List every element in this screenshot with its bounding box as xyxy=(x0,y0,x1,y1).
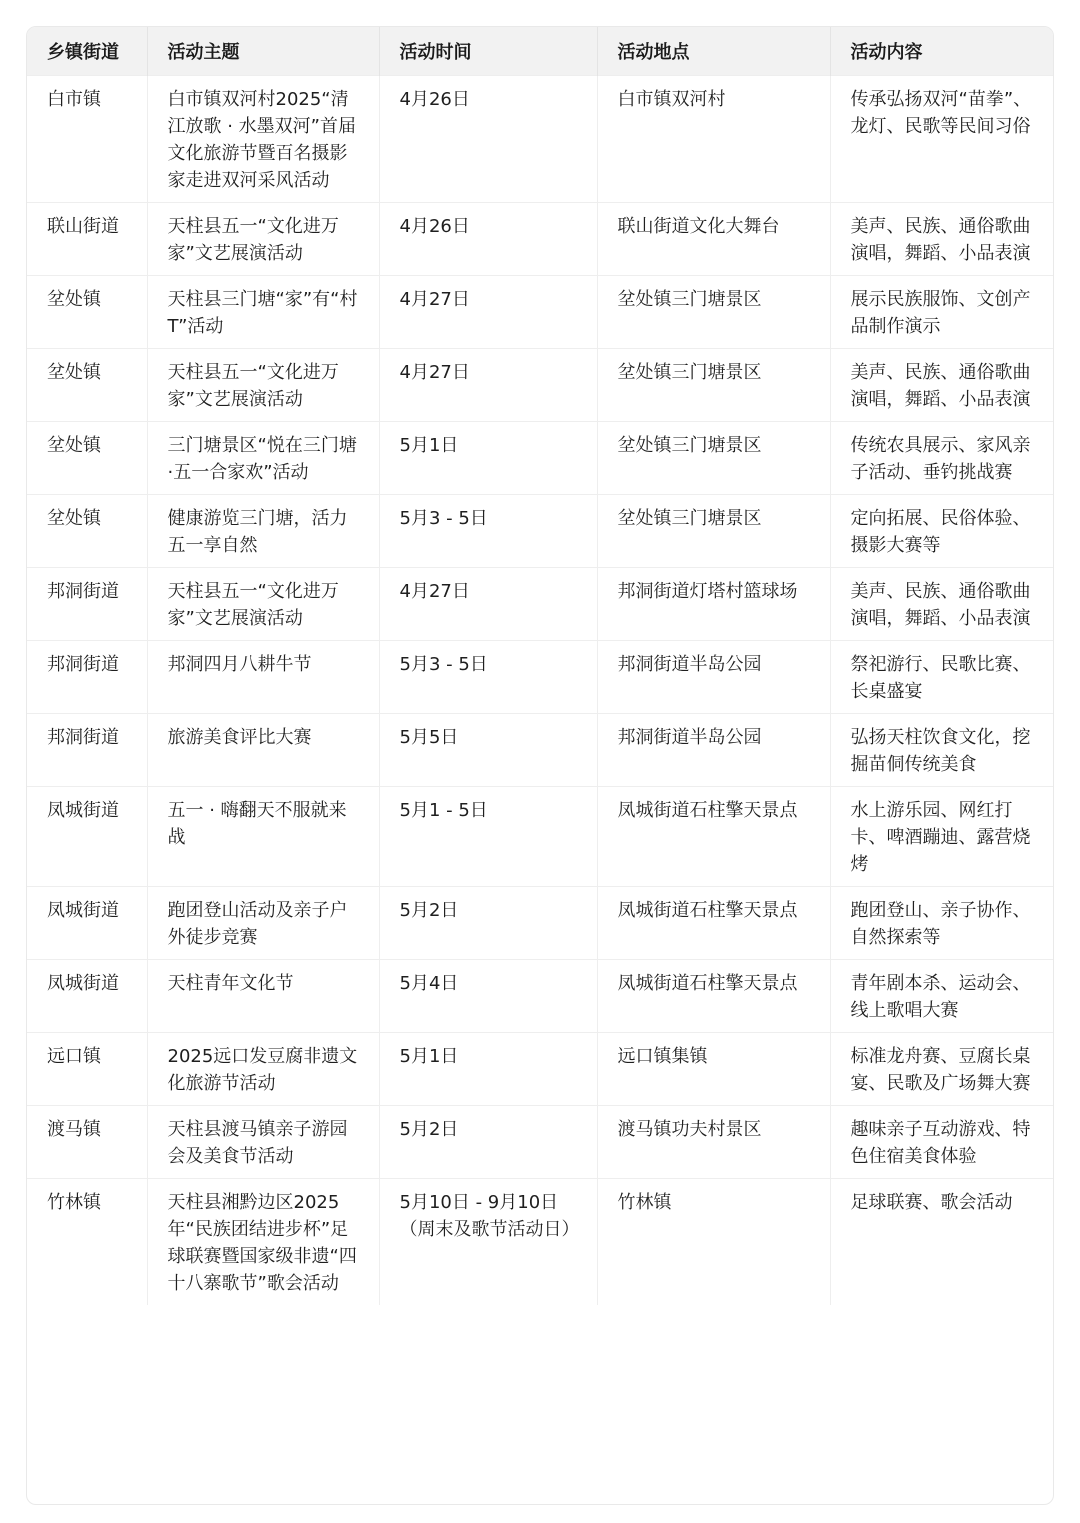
cell-place: 坌处镇三门塘景区 xyxy=(597,494,830,567)
cell-time: 5月2日 xyxy=(379,886,597,959)
cell-town: 凤城街道 xyxy=(27,886,147,959)
cell-theme: 白市镇双河村2025“清江放歌 · 水墨双河”首届文化旅游节暨百名摄影家走进双河采风活动 xyxy=(147,75,379,202)
cell-theme: 健康游览三门塘，活力五一享自然 xyxy=(147,494,379,567)
cell-place: 联山街道文化大舞台 xyxy=(597,202,830,275)
cell-content: 传统农具展示、家风亲子活动、垂钓挑战赛 xyxy=(830,421,1054,494)
cell-place: 邦洞街道灯塔村篮球场 xyxy=(597,567,830,640)
cell-content: 美声、民族、通俗歌曲演唱，舞蹈、小品表演 xyxy=(830,567,1054,640)
table-row xyxy=(27,786,1054,886)
cell-place: 坌处镇三门塘景区 xyxy=(597,421,830,494)
cell-theme: 三门塘景区“悦在三门塘·五一合家欢”活动 xyxy=(147,421,379,494)
cell-place: 凤城街道石柱擎天景点 xyxy=(597,786,830,886)
cell-place: 竹林镇 xyxy=(597,1178,830,1305)
header-town: 乡镇街道 xyxy=(47,41,119,63)
cell-time: 5月5日 xyxy=(379,713,597,786)
cell-town: 远口镇 xyxy=(27,1032,147,1105)
cell-time: 4月26日 xyxy=(379,75,597,202)
cell-town: 邦洞街道 xyxy=(27,567,147,640)
cell-content: 趣味亲子互动游戏、特色住宿美食体验 xyxy=(830,1105,1054,1178)
cell-theme: 邦洞四月八耕牛节 xyxy=(147,640,379,713)
cell-town: 竹林镇 xyxy=(27,1178,147,1305)
table-row xyxy=(27,713,1054,786)
cell-content: 传承弘扬双河“苗拳”、龙灯、民歌等民间习俗 xyxy=(830,75,1054,202)
cell-time: 5月2日 xyxy=(379,1105,597,1178)
cell-time: 5月10日 - 9月10日（周末及歌节活动日） xyxy=(379,1178,597,1305)
table-row xyxy=(27,275,1054,348)
cell-theme: 天柱县渡马镇亲子游园会及美食节活动 xyxy=(147,1105,379,1178)
cell-town: 联山街道 xyxy=(27,202,147,275)
cell-time: 5月1日 xyxy=(379,421,597,494)
cell-theme: 天柱县湘黔边区2025年“民族团结进步杯”足球联赛暨国家级非遗“四十八寨歌节”歌会活动 xyxy=(147,1178,379,1305)
header-content: 活动内容 xyxy=(830,27,1054,75)
cell-time: 4月26日 xyxy=(379,202,597,275)
cell-theme: 天柱县五一“文化进万家”文艺展演活动 xyxy=(147,202,379,275)
cell-town: 凤城街道 xyxy=(27,959,147,1032)
cell-content: 水上游乐园、网红打卡、啤酒蹦迪、露营烧烤 xyxy=(830,786,1054,886)
cell-content: 弘扬天柱饮食文化，挖掘苗侗传统美食 xyxy=(830,713,1054,786)
cell-content: 标准龙舟赛、豆腐长桌宴、民歌及广场舞大赛 xyxy=(830,1032,1054,1105)
cell-time: 5月1 - 5日 xyxy=(379,786,597,886)
header-time: 活动时间 xyxy=(379,27,597,75)
cell-time: 5月1日 xyxy=(379,1032,597,1105)
cell-time: 5月4日 xyxy=(379,959,597,1032)
cell-content: 跑团登山、亲子协作、自然探索等 xyxy=(830,886,1054,959)
cell-theme: 天柱青年文化节 xyxy=(147,959,379,1032)
table-row xyxy=(27,348,1054,421)
cell-town: 坌处镇 xyxy=(27,348,147,421)
table-row xyxy=(27,1178,1054,1305)
cell-theme: 五一 · 嗨翻天不服就来战 xyxy=(147,786,379,886)
cell-content: 展示民族服饰、文创产品制作演示 xyxy=(830,275,1054,348)
cell-content: 定向拓展、民俗体验、摄影大赛等 xyxy=(830,494,1054,567)
cell-place: 白市镇双河村 xyxy=(597,75,830,202)
cell-time: 5月3 - 5日 xyxy=(379,640,597,713)
cell-time: 4月27日 xyxy=(379,275,597,348)
cell-time: 5月3 - 5日 xyxy=(379,494,597,567)
cell-place: 邦洞街道半岛公园 xyxy=(597,640,830,713)
header-theme: 活动主题 xyxy=(147,27,379,75)
cell-place: 远口镇集镇 xyxy=(597,1032,830,1105)
cell-content: 青年剧本杀、运动会、线上歌唱大赛 xyxy=(830,959,1054,1032)
cell-content: 足球联赛、歌会活动 xyxy=(830,1178,1054,1305)
cell-theme: 旅游美食评比大赛 xyxy=(147,713,379,786)
cell-theme: 天柱县三门塘“家”有“村T”活动 xyxy=(147,275,379,348)
table-row xyxy=(27,202,1054,275)
cell-town: 凤城街道 xyxy=(27,786,147,886)
table-header-row xyxy=(27,27,1054,75)
cell-place: 凤城街道石柱擎天景点 xyxy=(597,886,830,959)
cell-town: 渡马镇 xyxy=(27,1105,147,1178)
table-row xyxy=(27,75,1054,202)
table-row xyxy=(27,1105,1054,1178)
cell-theme: 天柱县五一“文化进万家”文艺展演活动 xyxy=(147,348,379,421)
cell-town: 坌处镇 xyxy=(27,494,147,567)
cell-place: 坌处镇三门塘景区 xyxy=(597,275,830,348)
table-row xyxy=(27,640,1054,713)
cell-town: 坌处镇 xyxy=(27,421,147,494)
table-row xyxy=(27,886,1054,959)
table-row xyxy=(27,567,1054,640)
cell-theme: 跑团登山活动及亲子户外徒步竞赛 xyxy=(147,886,379,959)
cell-town: 邦洞街道 xyxy=(27,640,147,713)
cell-content: 祭祀游行、民歌比赛、长桌盛宴 xyxy=(830,640,1054,713)
cell-town: 邦洞街道 xyxy=(27,713,147,786)
activities-table xyxy=(27,27,1054,1305)
cell-content: 美声、民族、通俗歌曲演唱，舞蹈、小品表演 xyxy=(830,202,1054,275)
cell-place: 邦洞街道半岛公园 xyxy=(597,713,830,786)
activities-table-card xyxy=(26,26,1054,1505)
table-row xyxy=(27,494,1054,567)
table-row xyxy=(27,1032,1054,1105)
cell-time: 4月27日 xyxy=(379,567,597,640)
cell-place: 坌处镇三门塘景区 xyxy=(597,348,830,421)
cell-time: 4月27日 xyxy=(379,348,597,421)
header-place: 活动地点 xyxy=(597,27,830,75)
cell-theme: 2025远口发豆腐非遗文化旅游节活动 xyxy=(147,1032,379,1105)
cell-theme: 天柱县五一“文化进万家”文艺展演活动 xyxy=(147,567,379,640)
cell-place: 凤城街道石柱擎天景点 xyxy=(597,959,830,1032)
cell-town: 坌处镇 xyxy=(27,275,147,348)
table-row xyxy=(27,959,1054,1032)
cell-place: 渡马镇功夫村景区 xyxy=(597,1105,830,1178)
cell-town: 白市镇 xyxy=(27,75,147,202)
cell-content: 美声、民族、通俗歌曲演唱，舞蹈、小品表演 xyxy=(830,348,1054,421)
table-row xyxy=(27,421,1054,494)
